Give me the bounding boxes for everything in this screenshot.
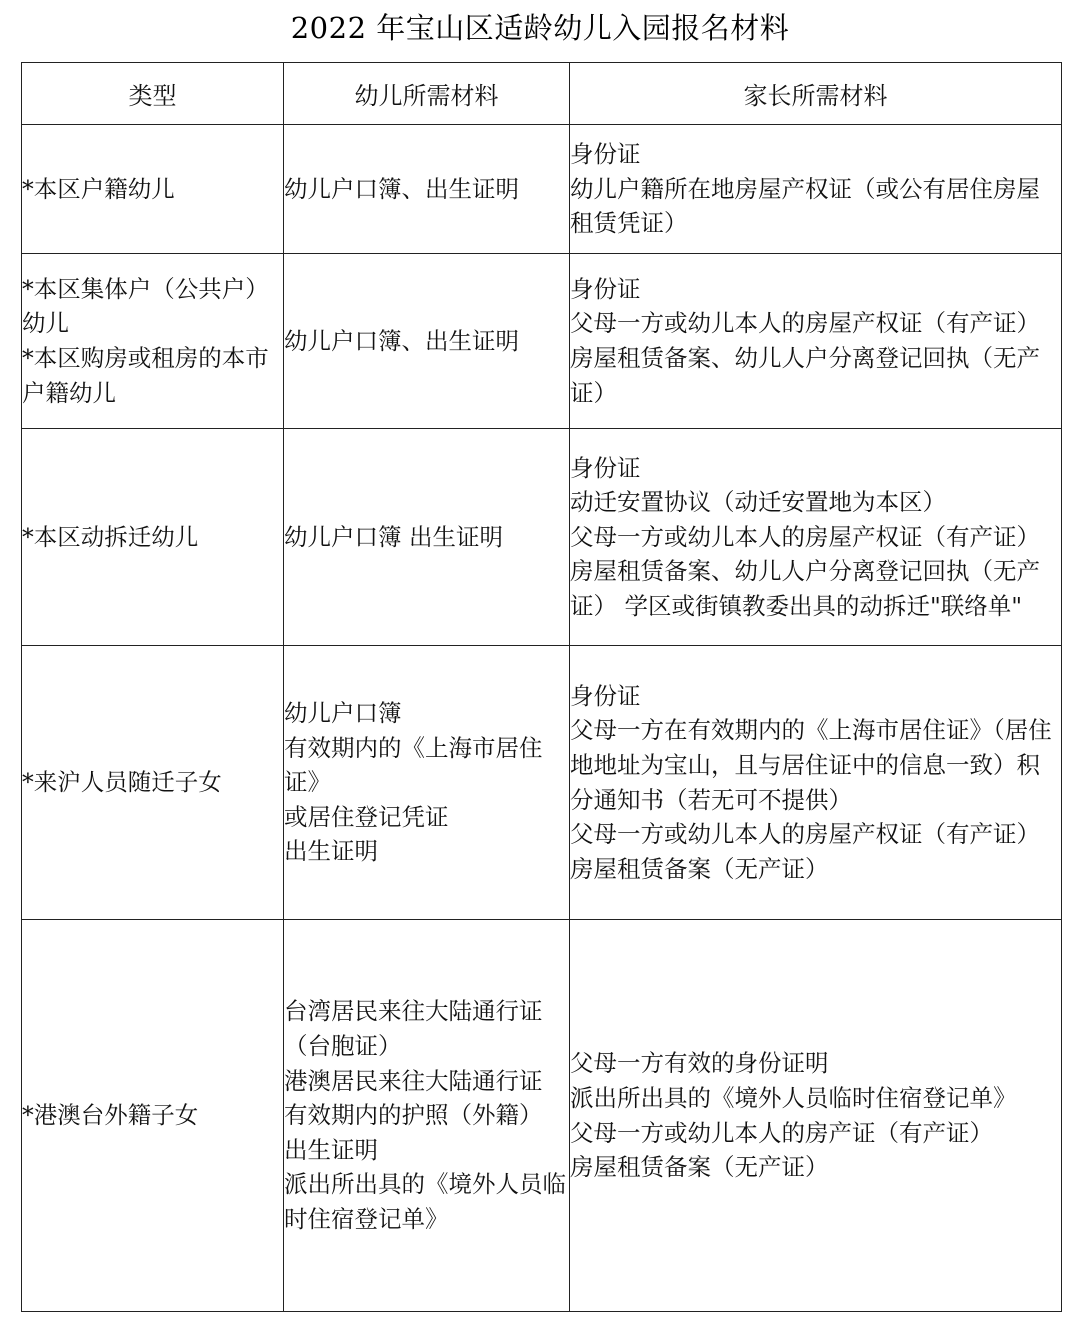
child-material-line: 出生证明 bbox=[284, 837, 378, 866]
parent-material-line: 父母一方有效的身份证明 bbox=[570, 1049, 829, 1078]
cell-parent-materials bbox=[570, 254, 1062, 429]
cell-parent-materials bbox=[570, 920, 1062, 1312]
child-material-line: 派出所出具的《境外人员临时住宿登记单》 bbox=[284, 1170, 566, 1233]
table-row bbox=[22, 254, 1062, 429]
parent-material-line: 房屋租赁备案、幼儿人户分离登记回执（无产证） bbox=[570, 344, 1040, 407]
document-title: 2022 年宝山区适龄幼儿入园报名材料 bbox=[290, 11, 790, 45]
child-material-line: 幼儿户口簿 出生证明 bbox=[284, 522, 503, 551]
header-type: 类型 bbox=[22, 63, 284, 125]
parent-material-line: 动迁安置协议（动迁安置地为本区） bbox=[570, 488, 946, 517]
cell-parent-materials bbox=[570, 646, 1062, 920]
parent-material-line: 身份证 bbox=[570, 681, 641, 710]
cell-parent-materials bbox=[570, 125, 1062, 254]
cell-parent-materials bbox=[570, 429, 1062, 646]
cell-type bbox=[22, 125, 284, 254]
materials-table bbox=[21, 62, 1062, 1312]
child-material-line: 出生证明 bbox=[284, 1135, 378, 1164]
child-material-line: 有效期内的护照（外籍） bbox=[284, 1101, 543, 1130]
parent-material-line: 父母一方在有效期内的《上海市居住证》（居住 地地址为宝山，且与居住证中的信息一致）积分通知书（若无可不提供） bbox=[570, 716, 1052, 814]
cell-type bbox=[22, 429, 284, 646]
cell-type bbox=[22, 254, 284, 429]
parent-material-line: 房屋租赁备案（无产证） bbox=[570, 1153, 829, 1182]
cell-child-materials bbox=[284, 254, 570, 429]
table-row bbox=[22, 920, 1062, 1312]
child-material-line: 幼儿户口簿、出生证明 bbox=[284, 326, 519, 355]
header-parent-materials: 家长所需材料 bbox=[570, 63, 1062, 125]
parent-material-line: 父母一方或幼儿本人的房屋产权证（有产证） 房屋租赁备案、幼儿人户分离登记回执（无产证） 学区或街镇教委出具的动拆迁"联络单" bbox=[570, 522, 1040, 620]
cell-type bbox=[22, 920, 284, 1312]
parent-material-line: 派出所出具的《境外人员临时住宿登记单》 bbox=[570, 1083, 1017, 1112]
parent-material-line: 父母一方或幼儿本人的房产证（有产证） bbox=[570, 1118, 993, 1147]
parent-material-line: 父母一方或幼儿本人的房屋产权证（有产证） bbox=[570, 309, 1040, 338]
header-child-materials: 幼儿所需材料 bbox=[284, 63, 570, 125]
cell-child-materials bbox=[284, 920, 570, 1312]
type-line: *本区户籍幼儿 bbox=[22, 174, 175, 203]
parent-material-line: 身份证 bbox=[570, 274, 641, 303]
table-row bbox=[22, 429, 1062, 646]
table-row bbox=[22, 125, 1062, 254]
parent-material-line: 身份证 bbox=[570, 453, 641, 482]
parent-material-line: 幼儿户籍所在地房屋产权证（或公有居住房屋租赁凭证） bbox=[570, 174, 1040, 238]
child-material-line: 或居住登记凭证 bbox=[284, 802, 449, 831]
type-line: *本区集体户（公共户）幼儿 bbox=[22, 274, 269, 338]
type-line: *本区动拆迁幼儿 bbox=[22, 522, 199, 551]
parent-material-line: 身份证 bbox=[570, 140, 641, 169]
cell-child-materials bbox=[284, 429, 570, 646]
cell-child-materials bbox=[284, 125, 570, 254]
type-line: *港澳台外籍子女 bbox=[22, 1101, 199, 1130]
type-line: *本区购房或租房的本市户籍幼儿 bbox=[22, 344, 269, 407]
type-line: *来沪人员随迁子女 bbox=[22, 768, 222, 797]
child-material-line: 港澳居民来往大陆通行证 bbox=[284, 1066, 543, 1095]
child-material-line: 有效期内的《上海市居住证》 bbox=[284, 733, 543, 797]
child-material-line: 幼儿户口簿、出生证明 bbox=[284, 174, 519, 203]
child-material-line: 台湾居民来往大陆通行证（台胞证） bbox=[284, 997, 543, 1061]
table-header-row bbox=[22, 63, 1062, 125]
cell-child-materials bbox=[284, 646, 570, 920]
cell-type bbox=[22, 646, 284, 920]
parent-material-line: 父母一方或幼儿本人的房屋产权证（有产证）房屋租赁备案（无产证） bbox=[570, 820, 1040, 883]
table-row bbox=[22, 646, 1062, 920]
child-material-line: 幼儿户口簿 bbox=[284, 699, 402, 728]
